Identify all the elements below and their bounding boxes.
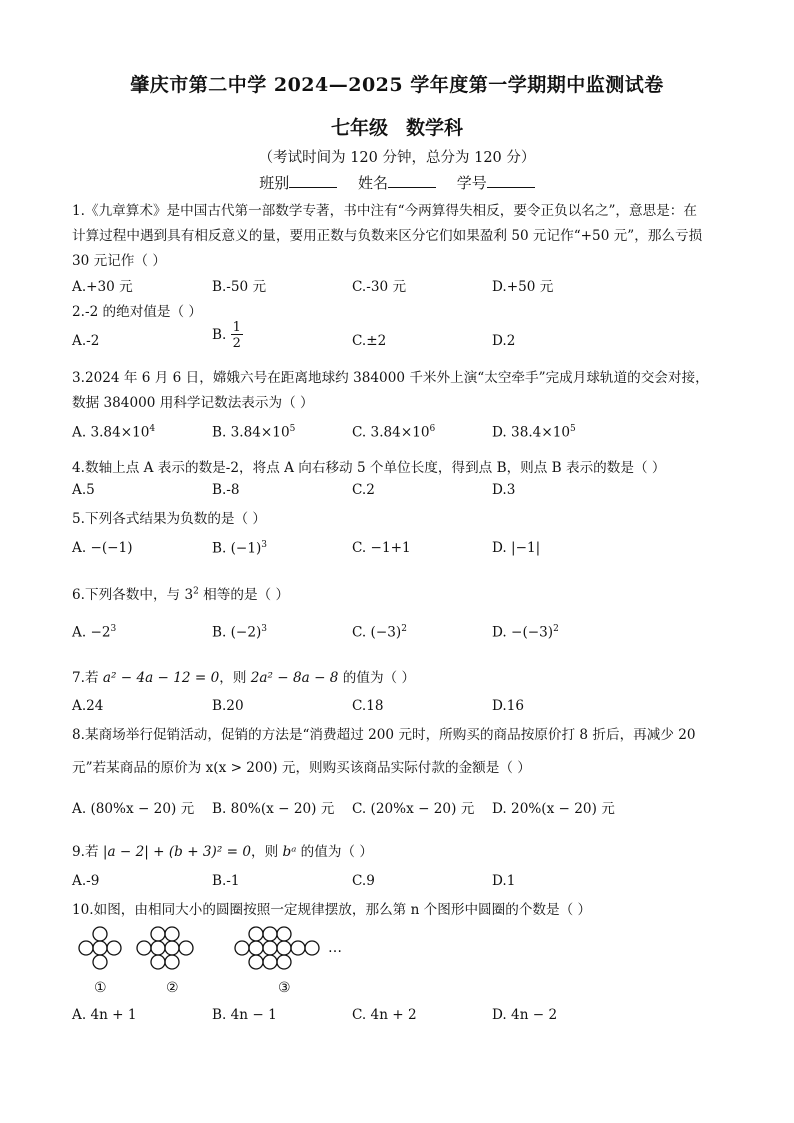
circle bbox=[179, 941, 193, 955]
circle bbox=[263, 955, 277, 969]
circle bbox=[263, 927, 277, 941]
fraction-denominator: 2 bbox=[232, 336, 241, 351]
q1-line-2: 计算过程中遇到具有相反意义的量，要用正数与负数来区分它们如果盈利 50 元记作“+50 元”，那么亏损 bbox=[72, 228, 703, 244]
q9-option-d[interactable]: D.1 bbox=[492, 873, 516, 889]
circle bbox=[291, 941, 305, 955]
q1-option-c[interactable]: C.-30 元 bbox=[352, 279, 407, 295]
exponent: 2 bbox=[553, 624, 559, 634]
exponent: 3 bbox=[110, 624, 117, 634]
q4-option-b[interactable]: B.-8 bbox=[212, 482, 240, 498]
q7-mid: ，则 bbox=[219, 670, 251, 686]
q7-equation: a² − 4a − 12 = 0 bbox=[102, 670, 220, 686]
circle bbox=[93, 955, 107, 969]
q8-option-b[interactable]: B. 80%(x − 20) 元 bbox=[212, 801, 335, 817]
q6-option-a[interactable] bbox=[72, 624, 116, 641]
q6-option-b-text: B. (−2) bbox=[212, 624, 262, 641]
q3-option-d-text: D. 38.4×10 bbox=[492, 424, 571, 441]
q1-option-b[interactable]: B.-50 元 bbox=[212, 279, 267, 295]
q9-post: 的值为（ ） bbox=[296, 844, 373, 860]
exponent: 5 bbox=[289, 424, 296, 434]
circle bbox=[249, 955, 263, 969]
circle bbox=[165, 941, 179, 955]
q4-option-d[interactable]: D.3 bbox=[492, 482, 516, 498]
q6-option-d[interactable] bbox=[492, 624, 559, 641]
q10-option-d[interactable]: D. 4n − 2 bbox=[492, 1007, 558, 1023]
circle bbox=[93, 927, 107, 941]
q3-option-c-text: C. 3.84×10 bbox=[352, 424, 430, 441]
circle bbox=[165, 955, 179, 969]
q8-line-2: 元”若某商品的原价为 x(x > 200) 元，则购买该商品实际付款的金额是（ ） bbox=[72, 760, 531, 776]
q4-option-a[interactable]: A.5 bbox=[72, 482, 95, 498]
q3-line-2: 数据 384000 用科学记数法表示为（ ） bbox=[72, 395, 314, 411]
class-blank[interactable] bbox=[289, 175, 337, 188]
circle bbox=[151, 941, 165, 955]
q2-option-d[interactable]: D.2 bbox=[492, 333, 516, 349]
q8-option-d[interactable]: D. 20%(x − 20) 元 bbox=[492, 801, 615, 817]
student-info-row bbox=[0, 172, 794, 193]
q3-line-1: 3.2024 年 6 月 6 日，嫦娥六号在距离地球约 384000 千米外上演“太空牵手”完成月球轨道的交会对接， bbox=[72, 370, 709, 386]
q6-option-d-text: D. −(−3) bbox=[492, 624, 554, 641]
circle bbox=[151, 955, 165, 969]
q8-line-1: 8.某商场举行促销活动，促销的方法是“消费超过 200 元时，所购买的商品按原价打 8 折后，再减少 20 bbox=[72, 727, 696, 743]
q9-expression: bᵃ bbox=[282, 844, 297, 860]
exam-info: （考试时间为 120 分钟，总分为 120 分） bbox=[258, 150, 536, 166]
q9-option-b[interactable]: B.-1 bbox=[212, 873, 240, 889]
circle bbox=[277, 927, 291, 941]
exponent: 3 bbox=[261, 624, 268, 634]
q9-equation: |a − 2| + (b + 3)² = 0 bbox=[102, 844, 251, 860]
q2-option-a[interactable]: A.-2 bbox=[72, 333, 100, 349]
q7-option-b[interactable]: B.20 bbox=[212, 698, 244, 714]
q6-stem-pre: 6.下列各数中，与 3 bbox=[72, 587, 194, 603]
q3-option-b[interactable] bbox=[212, 424, 295, 441]
subject: 数学科 bbox=[406, 117, 464, 139]
q1-line-3: 30 元记作（ ） bbox=[72, 253, 166, 269]
circle bbox=[93, 941, 107, 955]
q5-option-c[interactable]: C. −1+1 bbox=[352, 540, 411, 556]
q7-pre: 7.若 bbox=[72, 670, 103, 686]
name-label: 姓名 bbox=[357, 174, 388, 192]
circle bbox=[305, 941, 319, 955]
q10-option-b[interactable]: B. 4n − 1 bbox=[212, 1007, 277, 1023]
q5-option-d[interactable]: D. |−1| bbox=[492, 540, 541, 556]
circle bbox=[165, 927, 179, 941]
number-blank[interactable] bbox=[487, 175, 535, 188]
circle bbox=[107, 941, 121, 955]
q1-option-d[interactable]: D.+50 元 bbox=[492, 279, 554, 295]
exponent: 3 bbox=[261, 540, 268, 550]
circle bbox=[235, 941, 249, 955]
circle bbox=[137, 941, 151, 955]
q5-option-b-text: B. (−1) bbox=[212, 540, 262, 557]
q9-mid: ，则 bbox=[251, 844, 283, 860]
q4-stem: 4.数轴上点 A 表示的数是-2，将点 A 向右移动 5 个单位长度，得到点 B，则点 B 表示的数是（ ） bbox=[72, 460, 666, 476]
q9-option-c[interactable]: C.9 bbox=[352, 873, 375, 889]
circle-pattern-figure bbox=[72, 926, 392, 1002]
exam-title: 肇庆市第二中学 2024—2025 学年度第一学期期中监测试卷 bbox=[130, 74, 664, 96]
q7-expression: 2a² − 8a − 8 bbox=[250, 670, 339, 686]
ellipsis: … bbox=[328, 940, 342, 956]
fraction-numerator: 1 bbox=[232, 320, 241, 335]
q7-post: 的值为（ ） bbox=[338, 670, 416, 686]
q10-stem: 10.如图，由相同大小的圆圈按照一定规律摆放，那么第 n 个图形中圆圈的个数是（ ） bbox=[72, 902, 592, 918]
exponent: 2 bbox=[193, 586, 199, 597]
q5-option-b[interactable] bbox=[212, 540, 267, 557]
number-label: 学号 bbox=[456, 174, 487, 192]
q3-option-d[interactable] bbox=[492, 424, 576, 441]
figure-label-3: ③ bbox=[278, 980, 291, 996]
figure-label-1: ① bbox=[94, 980, 107, 996]
q10-option-a[interactable]: A. 4n + 1 bbox=[72, 1007, 137, 1023]
q2-option-b[interactable] bbox=[212, 321, 243, 350]
circle bbox=[151, 927, 165, 941]
grade: 七年级 bbox=[330, 117, 388, 139]
q3-option-b-text: B. 3.84×10 bbox=[212, 424, 290, 441]
q6-option-c-text: C. (−3) bbox=[352, 624, 402, 641]
grade-subject bbox=[0, 113, 794, 140]
circle bbox=[263, 941, 277, 955]
q6-option-a-text: A. −2 bbox=[72, 624, 111, 641]
q3-option-a[interactable] bbox=[72, 424, 155, 441]
q7-option-c[interactable]: C.18 bbox=[352, 698, 384, 714]
q6-stem-post: 相等的是（ ） bbox=[198, 587, 290, 603]
exponent: 2 bbox=[401, 624, 407, 634]
q2-option-c[interactable]: C.±2 bbox=[352, 333, 387, 349]
exponent: 6 bbox=[429, 424, 436, 434]
q4-option-c[interactable]: C.2 bbox=[352, 482, 375, 498]
figure-label-2: ② bbox=[166, 980, 179, 996]
q10-option-c[interactable]: C. 4n + 2 bbox=[352, 1007, 417, 1023]
q9-pre: 9.若 bbox=[72, 844, 103, 860]
q6-option-b[interactable] bbox=[212, 624, 267, 641]
q7-stem bbox=[72, 666, 732, 686]
q8-option-a[interactable]: A. (80%x − 20) 元 bbox=[72, 801, 195, 817]
q6-option-c[interactable] bbox=[352, 624, 407, 641]
q5-stem: 5.下列各式结果为负数的是（ ） bbox=[72, 511, 267, 527]
name-blank[interactable] bbox=[388, 175, 436, 188]
q3-option-c[interactable] bbox=[352, 424, 435, 441]
q1-option-a[interactable]: A.+30 元 bbox=[72, 279, 133, 295]
circle bbox=[277, 955, 291, 969]
circle bbox=[277, 941, 291, 955]
circle bbox=[249, 941, 263, 955]
q8-option-c[interactable]: C. (20%x − 20) 元 bbox=[352, 801, 475, 817]
q2-stem: 2.-2 的绝对值是（ ） bbox=[72, 304, 203, 320]
q7-option-a[interactable]: A.24 bbox=[72, 698, 104, 714]
exponent: 4 bbox=[149, 424, 156, 434]
q1-line-1: 1.《九章算术》是中国古代第一部数学专著，书中注有“今两算得失相反，要令正负以名之”，意思是：在 bbox=[72, 203, 697, 219]
q5-option-a[interactable]: A. −(−1) bbox=[72, 540, 133, 556]
q6-stem bbox=[72, 583, 732, 603]
q3-option-a-text: A. 3.84×10 bbox=[72, 424, 150, 441]
q7-option-d[interactable]: D.16 bbox=[492, 698, 525, 714]
q9-option-a[interactable]: A.-9 bbox=[72, 873, 100, 889]
fraction bbox=[231, 321, 243, 350]
class-label: 班别 bbox=[259, 174, 290, 192]
q2-option-b-letter: B. bbox=[212, 327, 227, 343]
circle bbox=[79, 941, 93, 955]
q9-stem bbox=[72, 840, 732, 860]
circle bbox=[249, 927, 263, 941]
exponent: 5 bbox=[570, 424, 576, 434]
